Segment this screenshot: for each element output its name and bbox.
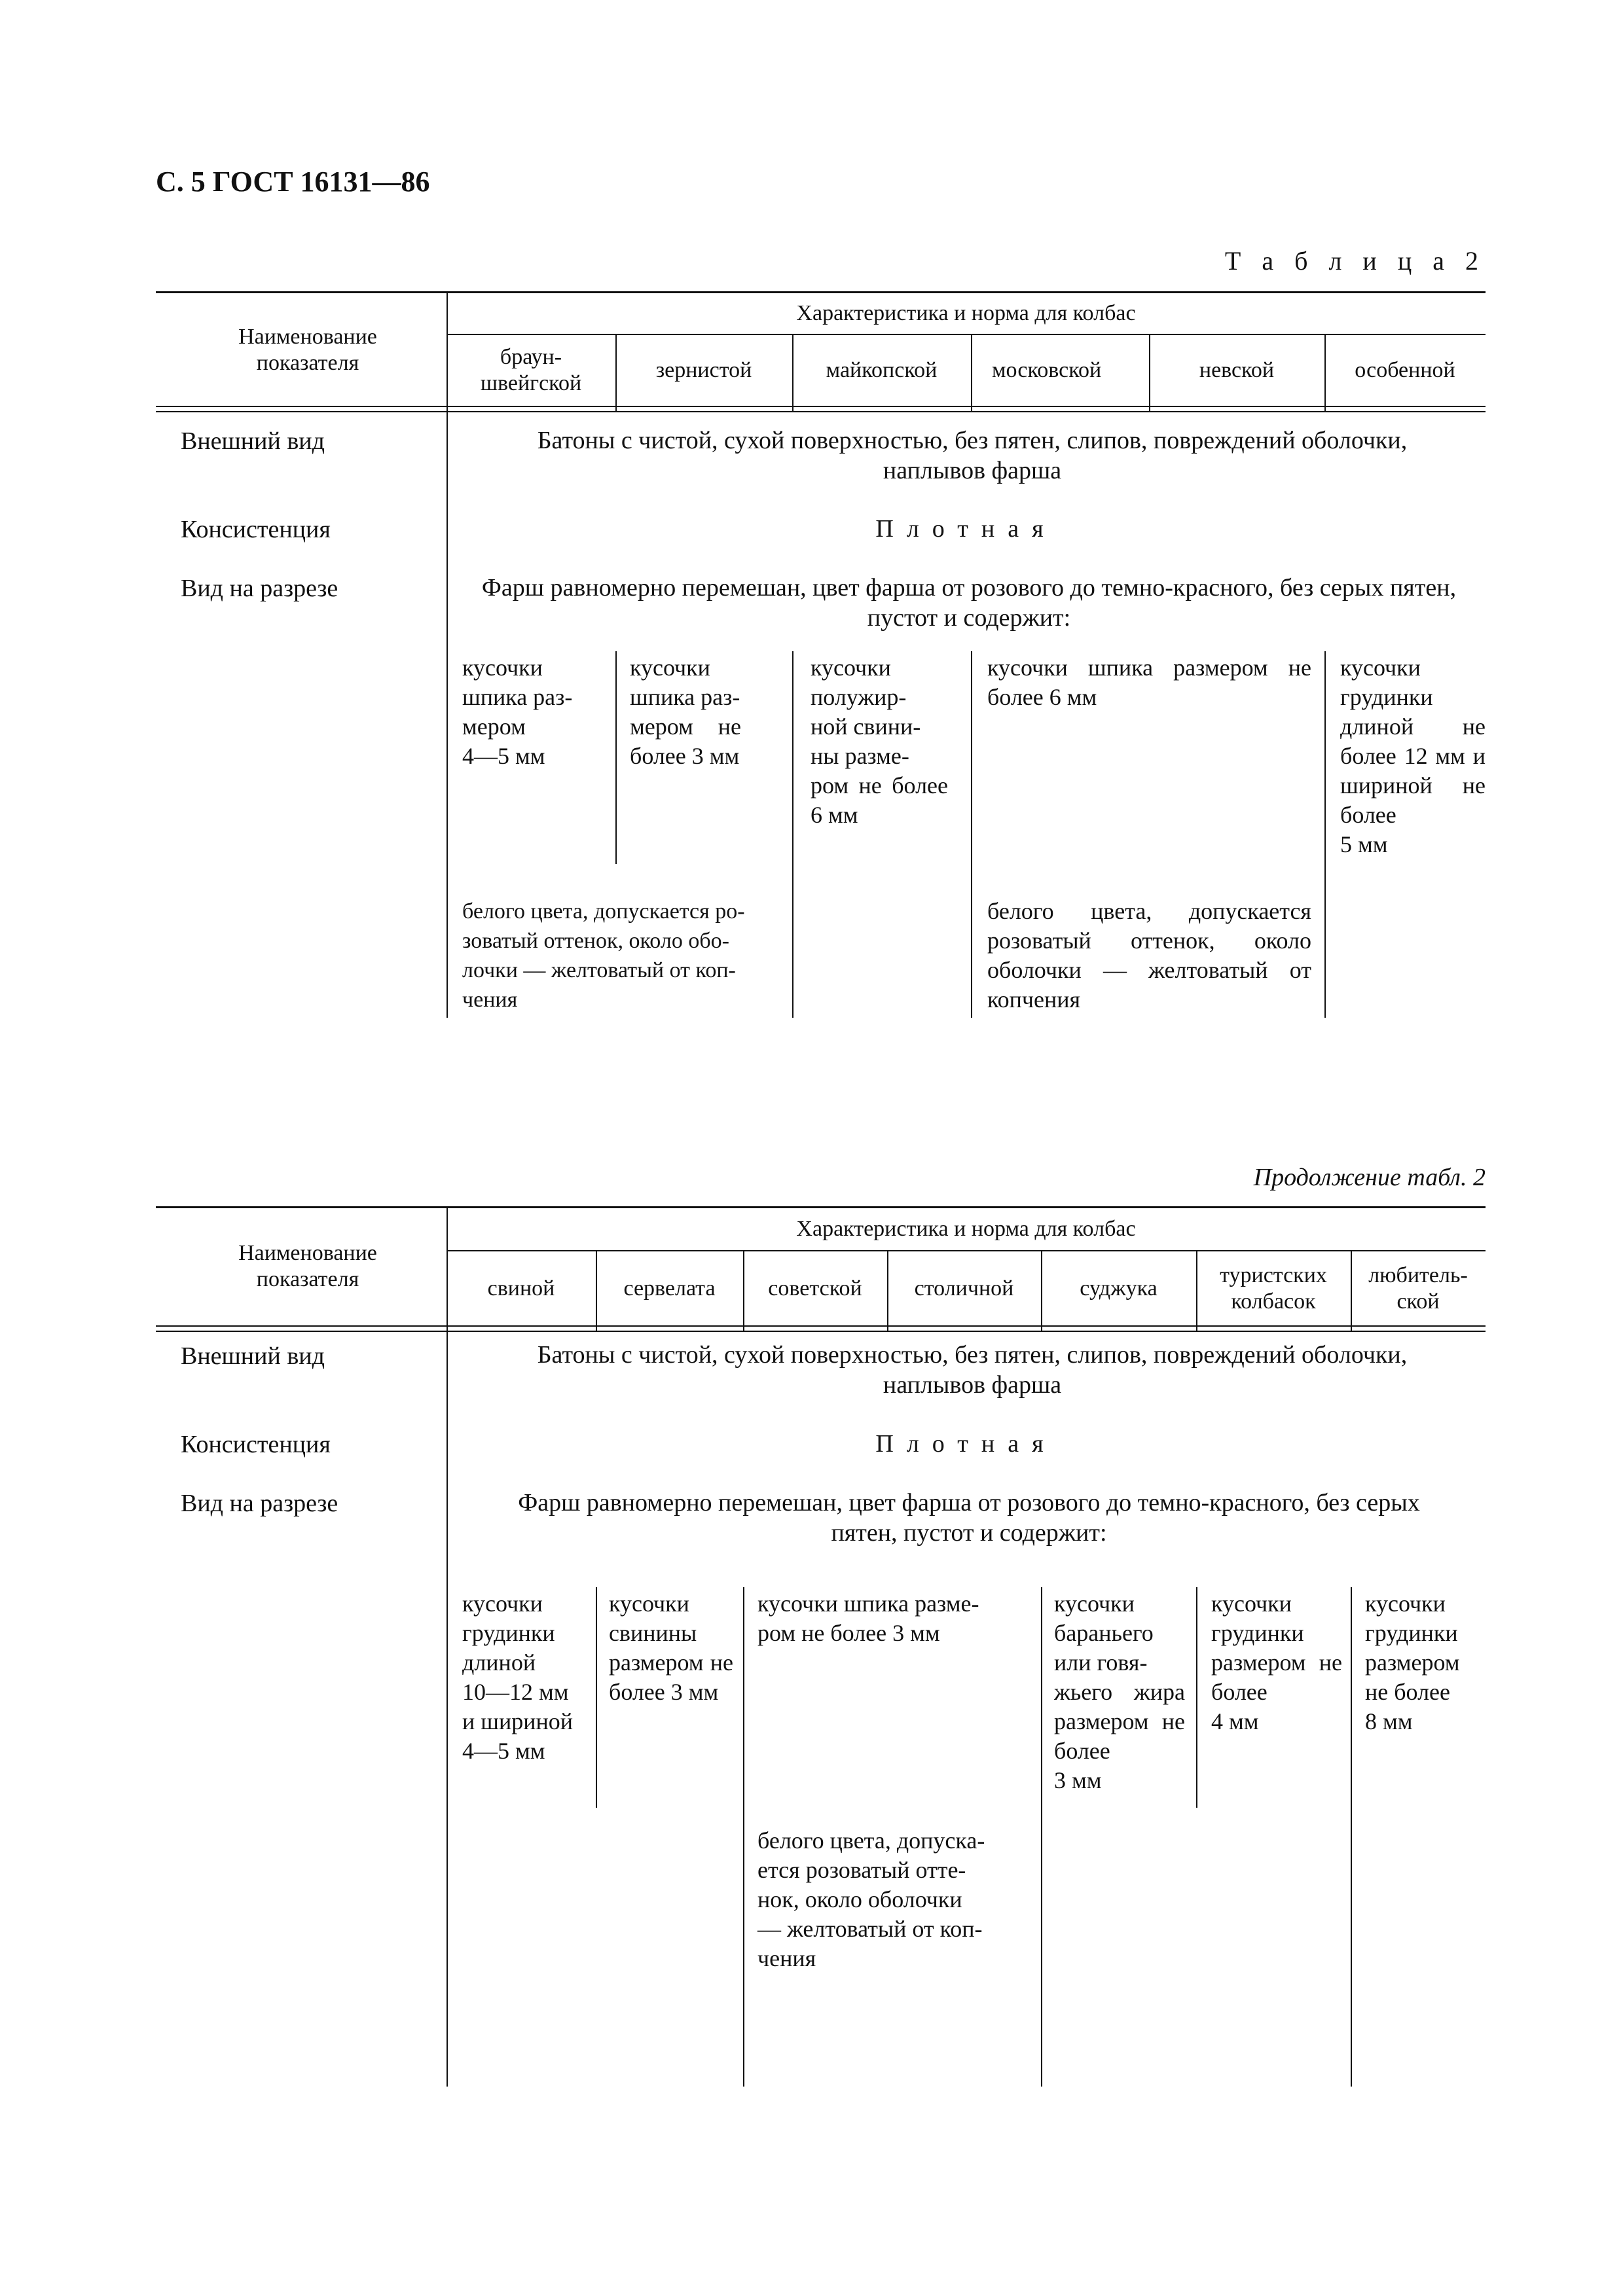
table2-cell-lyubitelskoy: кусочки грудинки размером не более 8 мм — [1365, 1590, 1460, 1734]
table1-col-zernistoy: зернистой — [655, 358, 752, 382]
table1-cell-zernistoy: кусочки шпика раз- мером не более 3 мм — [630, 655, 741, 769]
table1-col-osobennoy: особенной — [1355, 358, 1455, 382]
table2-col-servelata: сервелата — [623, 1276, 716, 1300]
table2-header-rule-1 — [156, 1325, 1486, 1327]
table2-section-text: Фарш равномерно перемешан, цвет фарша от розового до темно-красного, без серых пятен, пустот и содержит: — [518, 1489, 1420, 1547]
table1-consistency-text: Плотная — [875, 515, 1057, 543]
table1-col-braunschweig: браун- швейгской — [480, 345, 582, 395]
table1-label: Т а б л и ц а 2 — [1224, 246, 1486, 276]
table1-row-section-label: Вид на разрезе — [181, 575, 338, 602]
table1-cell-osobennoy: кусочки грудинки длиной не более 12 мм и шириной не более 5 мм — [1340, 655, 1486, 857]
table1-header-rule-1 — [156, 406, 1486, 407]
table2-col-lyubitelskoy: любитель- ской — [1368, 1263, 1468, 1314]
table2-cell-sudzhuka: кусочки бараньего или говя- жьего жира размером не более 3 мм — [1054, 1590, 1185, 1793]
table2-col-stolichnoy: столичной — [914, 1276, 1014, 1300]
table1-row-appearance-label: Внешний вид — [181, 427, 325, 455]
table2-row-appearance-label: Внешний вид — [181, 1342, 325, 1370]
table2-fat-color-sovetskoy-stolichnoy: белого цвета, допуска- ется розоватый отте- нок, около оболочки — желтоватый от коп- чения — [757, 1827, 985, 1971]
table2-header-rule-2 — [156, 1331, 1486, 1332]
table1-fat-color-moskovskoy-nevskoy: белого цвета, допускается розоватый оттенок, около оболочки — желтоватый от копчения — [987, 898, 1311, 1013]
table2-cell-turistskikh-kolbasok: кусочки грудинки размером не более 4 мм — [1211, 1590, 1342, 1734]
table2-col-sudzhuka: суджука — [1080, 1276, 1158, 1300]
table2-top-rule — [156, 1206, 1486, 1208]
table1-fat-color-braunschweig-zernistoy: белого цвета, допускается ро- зоватый оттенок, около обо- лочки — желтоватый от коп- чения — [462, 899, 745, 1012]
table2-col-sovetskoy: советской — [768, 1276, 862, 1300]
table2-cell-svinoy: кусочки грудинки длиной 10—12 мм и шириной 4—5 мм — [462, 1590, 574, 1764]
table2-body-divider — [596, 1587, 597, 1808]
table1-top-rule — [156, 291, 1486, 293]
table1-body-divider — [792, 651, 793, 1018]
table2-row-consistency-label: Консистенция — [181, 1431, 331, 1458]
table2-col-svinoy: свиной — [487, 1276, 555, 1300]
table1-appearance-text: Батоны с чистой, сухой поверхностью, без пятен, слипов, повреждений оболочки, наплывов фарша — [537, 427, 1408, 484]
table1-col-maykopskoy: майкопской — [826, 358, 938, 382]
table1-header-rule-2 — [156, 411, 1486, 412]
table1-body-divider — [615, 651, 617, 864]
table2-body-divider — [1351, 1587, 1352, 2087]
table2-cell-servelata: кусочки свинины размером не более 3 мм — [609, 1590, 733, 1705]
table2-col-turistskikh-kolbasok: туристских колбасок — [1220, 1263, 1327, 1314]
table1-row-consistency-label: Консистенция — [181, 516, 331, 543]
table1-col-nevskoy: невской — [1199, 358, 1275, 382]
table2-indicator-header: Наименование показателя — [238, 1241, 377, 1291]
table2-body-divider — [1196, 1587, 1197, 1808]
table2-indicator-divider — [447, 1206, 448, 2087]
table2-body-divider — [1041, 1587, 1042, 2087]
table1-indicator-header: Наименование показателя — [238, 325, 377, 375]
table2-consistency-text: Плотная — [875, 1430, 1057, 1458]
table2-cell-sovetskoy-stolichnoy: кусочки шпика разме- ром не более 3 мм — [757, 1590, 979, 1646]
table1-body-divider — [971, 651, 972, 1018]
table1-cell-moskovskoy-nevskoy: кусочки шпика размером не более 6 мм — [987, 655, 1311, 710]
page-header: С. 5 ГОСТ 16131—86 — [156, 166, 430, 198]
table2-group-header: Характеристика и норма для колбас — [796, 1217, 1136, 1241]
table2-continuation-label: Продолжение табл. 2 — [1253, 1164, 1486, 1191]
table2-row-section-label: Вид на разрезе — [181, 1490, 338, 1517]
table2-body-divider — [743, 1587, 744, 2087]
table1-body-divider — [1324, 651, 1326, 1018]
table1-col-moskovskoy: московской — [992, 358, 1102, 382]
table1-section-text: Фарш равномерно перемешан, цвет фарша от розового до темно-красного, без серых пятен, пустот и содержит: — [481, 574, 1457, 632]
table2-col-divider — [1196, 1250, 1197, 1331]
table1-cell-maykopskoy: кусочки полужир- ной свини- ны разме- ром не более 6 мм — [811, 655, 948, 828]
table1-cell-braunschweig: кусочки шпика раз- мером 4—5 мм — [462, 655, 573, 769]
table2-appearance-text: Батоны с чистой, сухой поверхностью, без пятен, слипов, повреждений оболочки, наплывов фарша — [537, 1341, 1408, 1399]
table1-group-header: Характеристика и норма для колбас — [796, 301, 1136, 325]
